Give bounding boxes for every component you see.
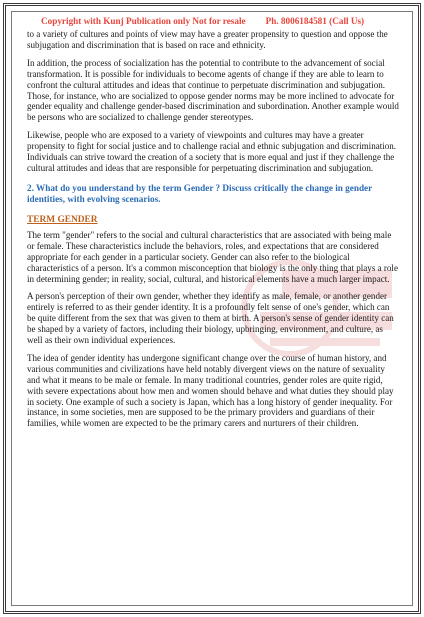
- paragraph: The term "gender" refers to the social and cultural characteristics that are associated with being male or female. These characteristics include the behaviors, roles, and expectations that are considered appropriate for each gender in a particular society. Gender can also refer to the biological characteristics of a person. It's a common misconception that biology is the only thing that plays a role in determining gender; in reality, social, cultural, and historical elements have a much larger impact.: [27, 229, 398, 284]
- copyright-header: [41, 16, 399, 27]
- paragraph: A person's perception of their own gender, whether they identify as male, female, or another gender entirely is referred to as their gender identity. It is a profoundly felt sense of one's gender, which can be quite different from the sex that was given to them at birth. A person's sense of gender identity can be shaped by a variety of factors, including their biology, upbringing, environment, and culture, as well as their own individual experiences.: [27, 291, 394, 346]
- copyright-text: Copyright with Kunj Publication only Not for resale: [41, 16, 246, 26]
- phone-number: Ph. 8006184581 (Call Us): [265, 16, 365, 26]
- paragraph: In addition, the process of socialization has the potential to contribute to the advancement of social transformation. It is possible for individuals to become agents of change if they are able to learn to confront the cultural attitudes and ideas that continue to perpetuate discrimination and subjugation. Those, for instance, who are socialized to oppose gender norms may be more inclined to advocate for gender equality and challenge gender-based discrimination and subordination. Another example would be persons who are socialized to challenge gender stereotypes.: [27, 57, 399, 123]
- question-heading: 2. What do you understand by the term Gender ? Discuss critically the change in gender identities, with evolving scenarios.: [27, 182, 373, 204]
- document-content: [27, 16, 399, 436]
- paragraph: The idea of gender identity has undergone significant change over the course of human history, and various communities and civilizations have held notably divergent views on the nature of sexuality and what it means to be male or female. In many traditional countries, gender roles are quite rigid, with severe expectations about how men and women should behave and what duties they should play in society. One example of such a society is Japan, which has a long history of gender inequality. For instance, in some societies, men are supposed to be the primary providers and guardians of their families, while women are expected to be the primary carers and nurturers of their children.: [27, 352, 394, 429]
- section-heading: TERM GENDER: [27, 214, 98, 225]
- paragraph: Likewise, people who are exposed to a variety of viewpoints and cultures may have a greater propensity to fight for social justice and to challenge racial and ethnic subjugation and discrimination. Individuals can strive toward the creation of a society that is more equal and just if they challenge the cultural attitudes and ideas that are responsible for perpetuating discrimination and subjugation.: [27, 130, 397, 173]
- paragraph: to a variety of cultures and points of view may have a greater propensity to question and oppose the subjugation and discrimination that is based on race and ethnicity.: [27, 29, 388, 50]
